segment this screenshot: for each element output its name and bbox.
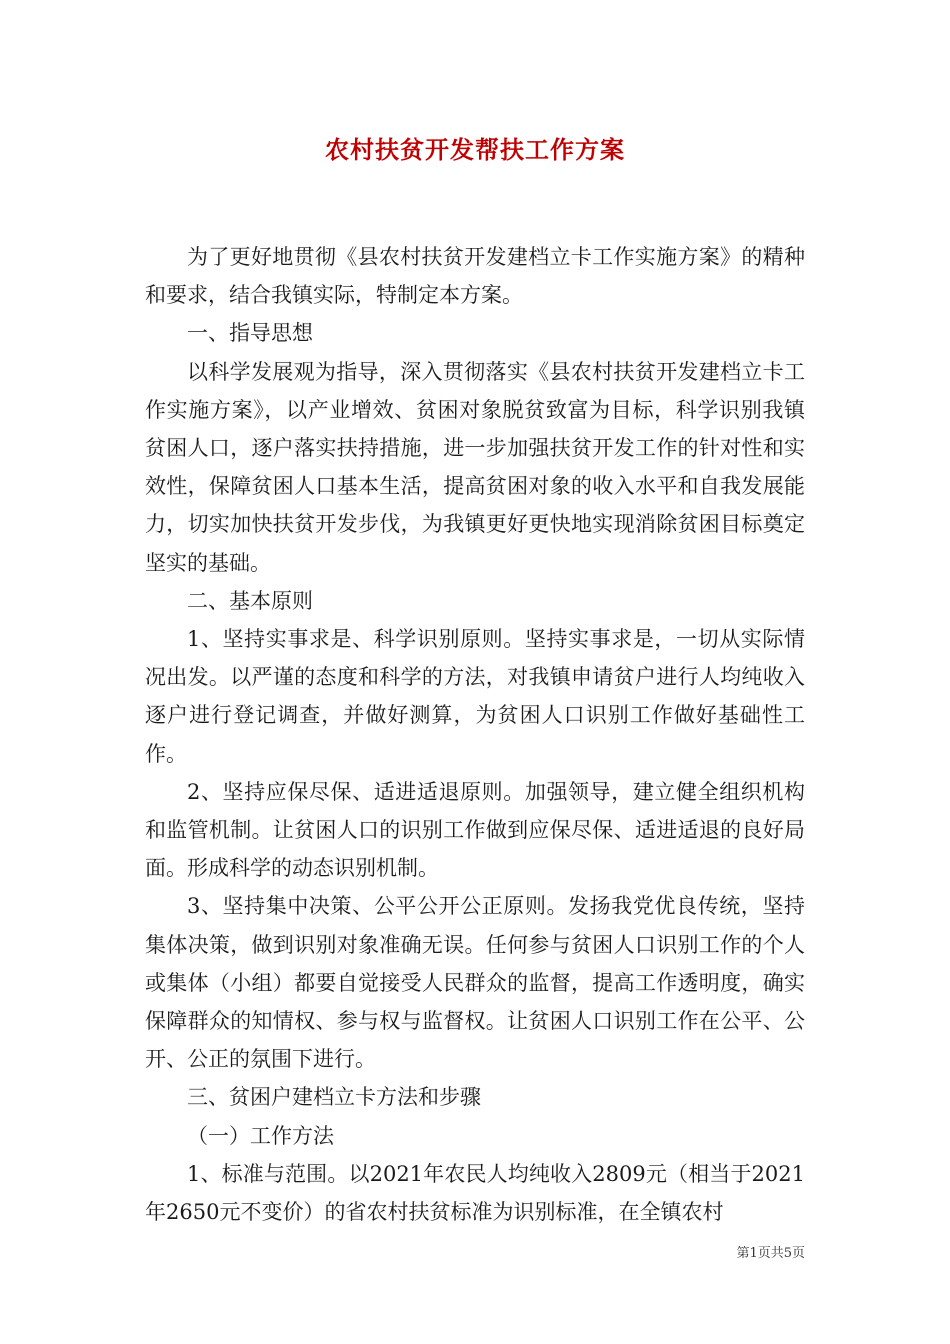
guiding-ideology-paragraph: 以科学发展观为指导，深入贯彻落实《县农村扶贫开发建档立卡工作实施方案》，以产业增效、贫困对象脱贫致富为目标，科学识别我镇贫困人口，逐户落实扶持措施，进一步加强扶贫开发工作的针对性和实效性，保障贫困人口基本生活，提高贫困对象的收入水平和自我发展能力，切实加快扶贫开发步伐，为我镇更好更快地实现消除贫困目标奠定坚实的基础。 [145,359,805,575]
section-heading-basic-principles: 二、基本原则 [187,588,313,613]
document-title: 农村扶贫开发帮扶工作方案 [325,136,625,164]
section-heading-guiding-ideology: 一、指导思想 [187,321,313,346]
section-heading-methods-steps: 三、贫困户建档立卡方法和步骤 [187,1085,481,1110]
principle-2-paragraph: 2、坚持应保尽保、适进适退原则。加强领导，建立健全组织机构和监管机制。让贫困人口的识别工作做到应保尽保、适进适退的良好局面。形成科学的动态识别机制。 [145,779,805,881]
document-body [145,238,805,1231]
standard-scope-paragraph: 1、标准与范围。以2021年农民人均纯收入2809元（相当于2021年2650元不变价）的省农村扶贫标准为识别标准，在全镇农村 [145,1161,805,1225]
intro-paragraph: 为了更好地贯彻《县农村扶贫开发建档立卡工作实施方案》的精种和要求，结合我镇实际，特制定本方案。 [145,245,805,308]
principle-3-paragraph: 3、坚持集中决策、公平公开公正原则。发扬我党优良传统，坚持集体决策，做到识别对象准确无误。任何参与贫困人口识别工作的个人或集体（小组）都要自觉接受人民群众的监督，提高工作透明度，确实保障群众的知情权、参与权与监督权。让贫困人口识别工作在公平、公开、公正的氛围下进行。 [145,894,805,1072]
principle-1-paragraph: 1、坚持实事求是、科学识别原则。坚持实事求是，一切从实际情况出发。以严谨的态度和科学的方法，对我镇申请贫户进行人均纯收入逐户进行登记调查，并做好测算，为贫困人口识别工作做好基础性工作。 [145,627,805,766]
subsection-heading-work-methods: （一）工作方法 [187,1123,334,1148]
page-number-footer: 第1页共5页 [736,1246,805,1261]
